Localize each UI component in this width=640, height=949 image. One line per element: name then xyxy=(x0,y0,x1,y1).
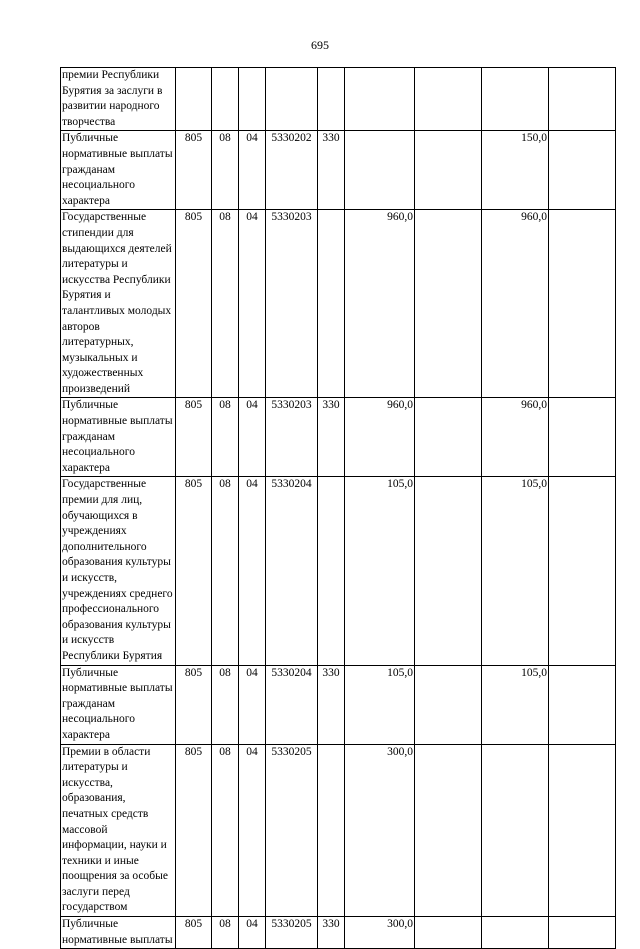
section-code-cell: 08 xyxy=(212,665,239,744)
amount-cell: 150,0 xyxy=(482,131,549,210)
amount-cell xyxy=(415,210,482,398)
amount-cell: 300,0 xyxy=(345,744,415,917)
expense-type-cell: 330 xyxy=(318,398,345,477)
amount-cell xyxy=(415,917,482,949)
table-row xyxy=(61,665,616,744)
target-article-cell: 5330204 xyxy=(266,665,318,744)
amount-cell xyxy=(482,744,549,917)
ministry-code-cell: 805 xyxy=(176,398,212,477)
expense-type-cell xyxy=(318,477,345,665)
target-article-cell: 5330205 xyxy=(266,744,318,917)
amount-cell: 300,0 xyxy=(345,917,415,949)
expense-type-cell xyxy=(318,744,345,917)
table-body xyxy=(61,68,616,949)
subsection-code-cell: 04 xyxy=(239,477,266,665)
subsection-code-cell xyxy=(239,68,266,131)
section-code-cell: 08 xyxy=(212,210,239,398)
item-name-cell: Публичные нормативные выплаты гражданам несоциального характера xyxy=(61,131,176,210)
table-row xyxy=(61,68,616,131)
amount-cell xyxy=(415,68,482,131)
amount-cell xyxy=(549,210,616,398)
amount-cell xyxy=(549,665,616,744)
ministry-code-cell: 805 xyxy=(176,744,212,917)
amount-cell xyxy=(415,744,482,917)
subsection-code-cell: 04 xyxy=(239,131,266,210)
target-article-cell: 5330203 xyxy=(266,210,318,398)
amount-cell xyxy=(482,917,549,949)
amount-cell xyxy=(415,398,482,477)
expense-type-cell: 330 xyxy=(318,665,345,744)
target-article-cell: 5330205 xyxy=(266,917,318,949)
table-row xyxy=(61,131,616,210)
amount-cell: 105,0 xyxy=(345,477,415,665)
item-name-cell: Публичные нормативные выплаты гражданам несоциального характера xyxy=(61,398,176,477)
item-name-cell: Публичные нормативные выплаты гражданам несоциального характера xyxy=(61,665,176,744)
subsection-code-cell: 04 xyxy=(239,210,266,398)
ministry-code-cell: 805 xyxy=(176,665,212,744)
page-number: 695 xyxy=(311,38,329,52)
item-name-cell: Публичные нормативные выплаты xyxy=(61,917,176,949)
amount-cell xyxy=(345,68,415,131)
amount-cell: 960,0 xyxy=(482,398,549,477)
section-code-cell: 08 xyxy=(212,131,239,210)
ministry-code-cell: 805 xyxy=(176,477,212,665)
amount-cell xyxy=(345,131,415,210)
item-name-cell: премии Республики Бурятия за заслуги в развитии народного творчества xyxy=(61,68,176,131)
amount-cell: 960,0 xyxy=(482,210,549,398)
table-row xyxy=(61,477,616,665)
item-name-cell: Премии в области литературы и искусства, образования, печатных средств массовой информации, науки и техники и иные поощрения за особые заслуги перед государством xyxy=(61,744,176,917)
amount-cell: 960,0 xyxy=(345,210,415,398)
amount-cell xyxy=(415,477,482,665)
table-row xyxy=(61,398,616,477)
section-code-cell xyxy=(212,68,239,131)
item-name-cell: Государственные стипендии для выдающихся деятелей литературы и искусства Республики Бурятия и талантливых молодых авторов литературных, музыкальных и художественных произведений xyxy=(61,210,176,398)
section-code-cell: 08 xyxy=(212,477,239,665)
amount-cell: 105,0 xyxy=(345,665,415,744)
subsection-code-cell: 04 xyxy=(239,665,266,744)
budget-table xyxy=(60,67,616,949)
section-code-cell: 08 xyxy=(212,744,239,917)
amount-cell xyxy=(549,398,616,477)
ministry-code-cell: 805 xyxy=(176,131,212,210)
table-row xyxy=(61,744,616,917)
subsection-code-cell: 04 xyxy=(239,398,266,477)
amount-cell xyxy=(549,477,616,665)
amount-cell xyxy=(549,744,616,917)
table-row xyxy=(61,210,616,398)
ministry-code-cell: 805 xyxy=(176,917,212,949)
expense-type-cell: 330 xyxy=(318,131,345,210)
section-code-cell: 08 xyxy=(212,398,239,477)
expense-type-cell xyxy=(318,210,345,398)
amount-cell xyxy=(415,665,482,744)
amount-cell: 105,0 xyxy=(482,665,549,744)
target-article-cell: 5330202 xyxy=(266,131,318,210)
expense-type-cell xyxy=(318,68,345,131)
subsection-code-cell: 04 xyxy=(239,744,266,917)
amount-cell xyxy=(415,131,482,210)
subsection-code-cell: 04 xyxy=(239,917,266,949)
amount-cell: 960,0 xyxy=(345,398,415,477)
target-article-cell: 5330204 xyxy=(266,477,318,665)
target-article-cell xyxy=(266,68,318,131)
amount-cell xyxy=(549,68,616,131)
expense-type-cell: 330 xyxy=(318,917,345,949)
amount-cell xyxy=(549,131,616,210)
amount-cell: 105,0 xyxy=(482,477,549,665)
amount-cell xyxy=(482,68,549,131)
ministry-code-cell: 805 xyxy=(176,210,212,398)
target-article-cell: 5330203 xyxy=(266,398,318,477)
ministry-code-cell xyxy=(176,68,212,131)
item-name-cell: Государственные премии для лиц, обучающихся в учреждениях дополнительного образования культуры и искусств, учреждениях среднего профессионального образования культуры и искусств Республики Бурятия xyxy=(61,477,176,665)
section-code-cell: 08 xyxy=(212,917,239,949)
amount-cell xyxy=(549,917,616,949)
table-row xyxy=(61,917,616,949)
